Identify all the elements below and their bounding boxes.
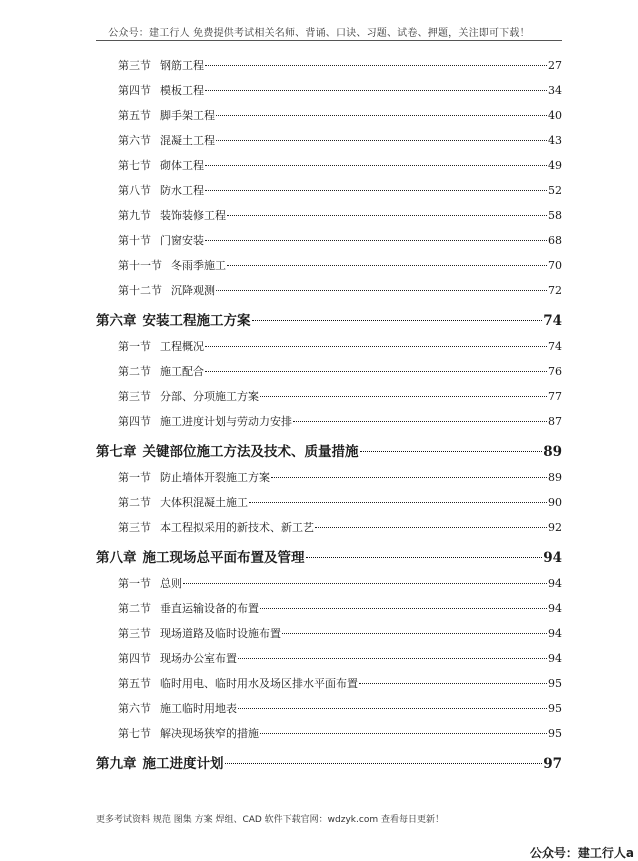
toc-dot-leader bbox=[205, 371, 547, 372]
toc-entry-label bbox=[118, 650, 237, 666]
toc-page-number: 94 bbox=[548, 627, 562, 640]
toc-entry-label bbox=[118, 257, 226, 273]
toc-entry-label bbox=[118, 82, 204, 98]
toc-section-row[interactable] bbox=[96, 625, 562, 650]
table-of-contents bbox=[96, 57, 562, 781]
toc-entry-label bbox=[96, 752, 224, 772]
toc-section-row[interactable] bbox=[96, 107, 562, 132]
toc-section-row[interactable] bbox=[96, 57, 562, 82]
toc-entry-number: 第五节 bbox=[118, 109, 151, 122]
page-footer-text: 更多考试资料 规范 图集 方案 焊组、CAD 软件下载官网：wdzyk.com 查看每日更新！ bbox=[96, 815, 444, 825]
toc-chapter-row[interactable] bbox=[96, 750, 562, 781]
toc-page-number: 92 bbox=[548, 521, 562, 534]
toc-entry-number: 第十二节 bbox=[118, 284, 162, 297]
toc-section-row[interactable] bbox=[96, 388, 562, 413]
toc-page-number: 97 bbox=[543, 756, 562, 772]
toc-entry-title: 装饰装修工程 bbox=[160, 209, 226, 222]
toc-entry-number: 第二节 bbox=[118, 365, 151, 378]
toc-entry-title: 施工进度计划与劳动力安排 bbox=[160, 415, 292, 428]
toc-entry-number: 第一节 bbox=[118, 471, 151, 484]
toc-entry-label bbox=[96, 309, 251, 329]
page-header-text: 公众号：建工行人 免费提供考试相关名师、背诵、口诀、习题、试卷、押题，关注即可下载！ bbox=[108, 28, 530, 39]
toc-entry-number: 第七节 bbox=[118, 159, 151, 172]
toc-entry-number: 第九节 bbox=[118, 209, 151, 222]
toc-entry-label bbox=[118, 700, 237, 716]
toc-page-number: 74 bbox=[543, 313, 562, 329]
toc-entry-title: 临时用电、临时用水及场区排水平面布置 bbox=[160, 677, 358, 690]
toc-dot-leader bbox=[183, 583, 547, 584]
toc-page-number: 77 bbox=[548, 390, 562, 403]
toc-entry-label bbox=[118, 494, 248, 510]
toc-entry-number: 第三节 bbox=[118, 521, 151, 534]
toc-dot-leader bbox=[260, 608, 547, 609]
toc-section-row[interactable] bbox=[96, 600, 562, 625]
toc-entry-number: 第六节 bbox=[118, 134, 151, 147]
toc-page-number: 95 bbox=[548, 677, 562, 690]
toc-page-number: 70 bbox=[548, 259, 562, 272]
toc-section-row[interactable] bbox=[96, 575, 562, 600]
toc-entry-title: 施工现场总平面布置及管理 bbox=[142, 550, 305, 566]
toc-dot-leader bbox=[216, 140, 547, 141]
toc-dot-leader bbox=[205, 190, 547, 191]
toc-entry-label bbox=[118, 519, 314, 535]
toc-section-row[interactable] bbox=[96, 469, 562, 494]
toc-entry-label bbox=[118, 413, 292, 429]
toc-entry-label bbox=[118, 388, 259, 404]
toc-entry-number: 第五节 bbox=[118, 677, 151, 690]
toc-page-number: 94 bbox=[548, 652, 562, 665]
toc-page-number: 95 bbox=[548, 702, 562, 715]
watermark-text: 公众号：建工行人a bbox=[529, 846, 634, 860]
toc-entry-title: 沉降观测 bbox=[171, 284, 215, 297]
toc-page-number: 27 bbox=[548, 59, 562, 72]
toc-entry-label bbox=[118, 57, 204, 73]
toc-dot-leader bbox=[227, 215, 547, 216]
toc-section-row[interactable] bbox=[96, 257, 562, 282]
toc-entry-title: 大体积混凝土施工 bbox=[160, 496, 248, 509]
toc-entry-label bbox=[118, 232, 204, 248]
toc-entry-label bbox=[118, 338, 204, 354]
toc-entry-label bbox=[118, 469, 270, 485]
toc-section-row[interactable] bbox=[96, 82, 562, 107]
toc-entry-title: 施工配合 bbox=[160, 365, 204, 378]
toc-page-number: 43 bbox=[548, 134, 562, 147]
toc-entry-number: 第十一节 bbox=[118, 259, 162, 272]
toc-entry-number: 第六章 bbox=[96, 313, 137, 329]
toc-section-row[interactable] bbox=[96, 363, 562, 388]
toc-chapter-row[interactable] bbox=[96, 438, 562, 469]
toc-entry-title: 模板工程 bbox=[160, 84, 204, 97]
toc-entry-number: 第三节 bbox=[118, 627, 151, 640]
toc-entry-number: 第八章 bbox=[96, 550, 137, 566]
toc-section-row[interactable] bbox=[96, 650, 562, 675]
toc-entry-label bbox=[118, 182, 204, 198]
toc-page-number: 90 bbox=[548, 496, 562, 509]
toc-entry-number: 第二节 bbox=[118, 496, 151, 509]
toc-entry-title: 分部、分项施工方案 bbox=[160, 390, 259, 403]
toc-dot-leader bbox=[205, 65, 547, 66]
toc-dot-leader bbox=[359, 683, 547, 684]
toc-entry-title: 钢筋工程 bbox=[160, 59, 204, 72]
toc-entry-label bbox=[118, 132, 215, 148]
toc-entry-title: 现场道路及临时设施布置 bbox=[160, 627, 281, 640]
toc-dot-leader bbox=[238, 708, 547, 709]
toc-dot-leader bbox=[225, 763, 543, 764]
toc-entry-title: 工程概况 bbox=[160, 340, 204, 353]
toc-entry-number: 第三节 bbox=[118, 59, 151, 72]
toc-entry-label bbox=[118, 363, 204, 379]
header-divider bbox=[96, 40, 562, 41]
toc-page-number: 58 bbox=[548, 209, 562, 222]
toc-entry-title: 垂直运输设备的布置 bbox=[160, 602, 259, 615]
toc-entry-label bbox=[96, 440, 359, 460]
toc-page-number: 76 bbox=[548, 365, 562, 378]
toc-entry-label bbox=[118, 675, 358, 691]
toc-entry-label bbox=[118, 725, 259, 741]
toc-entry-title: 施工进度计划 bbox=[142, 756, 224, 772]
toc-section-row[interactable] bbox=[96, 282, 562, 307]
toc-entry-title: 防止墙体开裂施工方案 bbox=[160, 471, 270, 484]
toc-page-number: 52 bbox=[548, 184, 562, 197]
toc-section-row[interactable] bbox=[96, 519, 562, 544]
toc-dot-leader bbox=[271, 477, 547, 478]
toc-dot-leader bbox=[293, 421, 547, 422]
toc-section-row[interactable] bbox=[96, 232, 562, 257]
toc-dot-leader bbox=[260, 396, 547, 397]
toc-section-row[interactable] bbox=[96, 132, 562, 157]
toc-page-number: 94 bbox=[543, 550, 562, 566]
toc-entry-label bbox=[118, 282, 215, 298]
toc-entry-title: 砌体工程 bbox=[160, 159, 204, 172]
toc-page-number: 49 bbox=[548, 159, 562, 172]
toc-section-row[interactable] bbox=[96, 725, 562, 750]
toc-entry-number: 第二节 bbox=[118, 602, 151, 615]
toc-section-row[interactable] bbox=[96, 675, 562, 700]
toc-page-number: 89 bbox=[543, 444, 562, 460]
toc-dot-leader bbox=[260, 733, 547, 734]
toc-entry-number: 第四节 bbox=[118, 84, 151, 97]
toc-page-number: 95 bbox=[548, 727, 562, 740]
toc-entry-number: 第九章 bbox=[96, 756, 137, 772]
toc-page-number: 94 bbox=[548, 577, 562, 590]
toc-dot-leader bbox=[249, 502, 547, 503]
toc-page-number: 74 bbox=[548, 340, 562, 353]
toc-entry-number: 第七章 bbox=[96, 444, 137, 460]
toc-section-row[interactable] bbox=[96, 182, 562, 207]
toc-page-number: 89 bbox=[548, 471, 562, 484]
toc-entry-title: 关键部位施工方法及技术、质量措施 bbox=[142, 444, 359, 460]
toc-section-row[interactable] bbox=[96, 494, 562, 519]
toc-entry-label bbox=[118, 575, 182, 591]
toc-section-row[interactable] bbox=[96, 700, 562, 725]
toc-dot-leader bbox=[238, 658, 547, 659]
toc-entry-title: 解决现场狭窄的措施 bbox=[160, 727, 259, 740]
toc-entry-number: 第一节 bbox=[118, 340, 151, 353]
toc-entry-title: 混凝土工程 bbox=[160, 134, 215, 147]
toc-dot-leader bbox=[360, 451, 543, 452]
toc-page-number: 68 bbox=[548, 234, 562, 247]
toc-dot-leader bbox=[216, 115, 547, 116]
toc-entry-label bbox=[118, 625, 281, 641]
toc-page-number: 87 bbox=[548, 415, 562, 428]
toc-entry-number: 第十节 bbox=[118, 234, 151, 247]
toc-entry-title: 门窗安装 bbox=[160, 234, 204, 247]
toc-dot-leader bbox=[216, 290, 547, 291]
toc-dot-leader bbox=[205, 90, 547, 91]
toc-page-number: 72 bbox=[548, 284, 562, 297]
toc-chapter-row[interactable] bbox=[96, 307, 562, 338]
toc-entry-label bbox=[118, 207, 226, 223]
toc-entry-label bbox=[118, 107, 215, 123]
toc-entry-number: 第一节 bbox=[118, 577, 151, 590]
toc-entry-number: 第六节 bbox=[118, 702, 151, 715]
toc-dot-leader bbox=[205, 165, 547, 166]
toc-entry-title: 防水工程 bbox=[160, 184, 204, 197]
toc-entry-number: 第四节 bbox=[118, 652, 151, 665]
toc-dot-leader bbox=[205, 240, 547, 241]
toc-page-number: 40 bbox=[548, 109, 562, 122]
toc-dot-leader bbox=[315, 527, 547, 528]
toc-dot-leader bbox=[205, 346, 547, 347]
toc-entry-number: 第七节 bbox=[118, 727, 151, 740]
toc-section-row[interactable] bbox=[96, 338, 562, 363]
toc-section-row[interactable] bbox=[96, 207, 562, 232]
toc-entry-title: 施工临时用地表 bbox=[160, 702, 237, 715]
toc-entry-number: 第八节 bbox=[118, 184, 151, 197]
toc-entry-label bbox=[118, 157, 204, 173]
toc-entry-title: 本工程拟采用的新技术、新工艺 bbox=[160, 521, 314, 534]
toc-entry-label bbox=[118, 600, 259, 616]
toc-dot-leader bbox=[282, 633, 547, 634]
toc-entry-title: 安装工程施工方案 bbox=[142, 313, 251, 329]
toc-dot-leader bbox=[252, 320, 543, 321]
toc-entry-label bbox=[96, 546, 305, 566]
toc-entry-title: 现场办公室布置 bbox=[160, 652, 237, 665]
toc-entry-number: 第四节 bbox=[118, 415, 151, 428]
toc-entry-title: 脚手架工程 bbox=[160, 109, 215, 122]
toc-page-number: 94 bbox=[548, 602, 562, 615]
toc-entry-title: 冬雨季施工 bbox=[171, 259, 226, 272]
toc-section-row[interactable] bbox=[96, 157, 562, 182]
toc-dot-leader bbox=[227, 265, 547, 266]
toc-page-number: 34 bbox=[548, 84, 562, 97]
toc-chapter-row[interactable] bbox=[96, 544, 562, 575]
toc-section-row[interactable] bbox=[96, 413, 562, 438]
toc-dot-leader bbox=[306, 557, 543, 558]
toc-entry-number: 第三节 bbox=[118, 390, 151, 403]
toc-entry-title: 总则 bbox=[160, 577, 182, 590]
